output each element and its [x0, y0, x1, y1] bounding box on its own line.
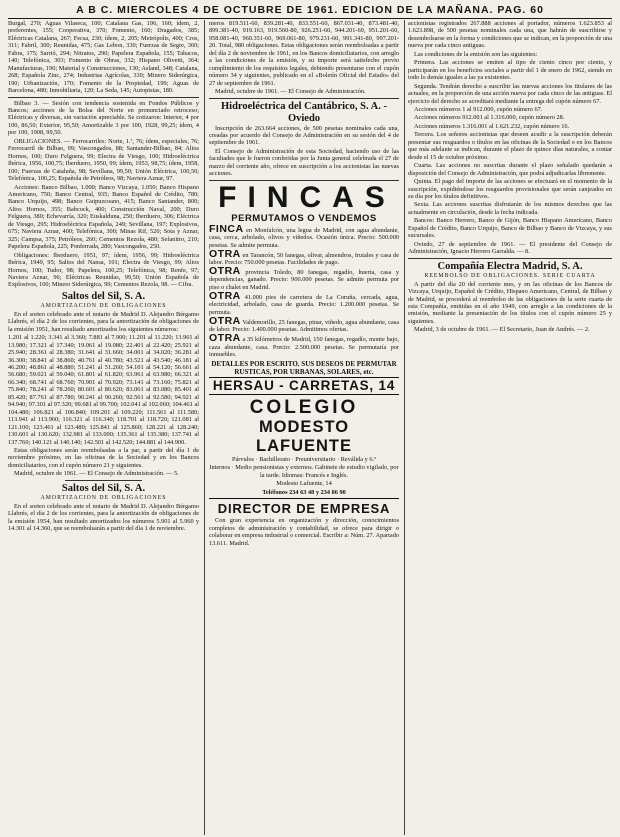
- column-1: [8, 20, 199, 835]
- bolsa-bilbao-text: Bilbao 3. — Sesión con tendencia sostenida en Fondos Públicos y Bancos; acciones de la Bolsa del Norte en pronunciado retroceso; Eléctricas y diversas, sin variación apreciable. Se cotizaron: Interior, 4 por 100, 86,50; Exterior, 95,50; Amortizable 3 por 100, 1928, 99,25; ídem, 4 por 100, 1908, 99,50.: [8, 99, 199, 137]
- electra-madrid-title: Compañía Electra Madrid, S. A.: [437, 260, 583, 272]
- acciones-cupon-16: Acciones números 1.316.001 al 1.621.232, cupón número 16.: [414, 122, 570, 130]
- saltos-sil-intro: En el sorteo celebrado ante el notario de Madrid D. Alejandro Bérgamo Llabrés, el día 2 de los corrientes, para la amortización de obligaciones de la emisión 1951, han resultado amortizados los siguientes números:: [8, 310, 199, 333]
- saltos-sil-subtitle-2: AMORTIZACION DE OBLIGACIONES: [40, 494, 167, 501]
- electra-madrid-signature: Madrid, 3 de octubre de 1961. — El Secretario, Juan de Andrés. — 2.: [414, 326, 590, 334]
- acciones-text: Acciones: Banco Bilbao, 1.000; Banco Vizcaya, 1.050; Banco Hispano Americano, 750; Banco Central, 935; Banco Español de Crédito, 780; Banco Urquijo, 498; Banco Guipuzcoano, 415; Banco Santander, 800; Altos Hornos, 355; Babcock, 400; Construcción Naval, 200; Duro Felguera, 380; Echevarría, 320; Euskalduna, 250; Iberduero, 306; Eléctrica de Viesgo, 295; Hidroeléctrica Española, 249; Sevillana, 197; Explosivos, 675; Naviera Aznar, 400; Telefónica, 300; Minas Rif, 520; Sota y Aznar, 325; Campsa, 375; Petróleos, 260; Cementos Rezola, 480; Sefanitro, 210; Papelera Española, 225; Ponferrada, 280; Vascongados, 250.: [8, 183, 199, 251]
- colegio-levels: Párvulos · Bachillerato · Preuniversitario · Reválida y 6.º: [231, 455, 377, 463]
- director-title: DIRECTOR DE EMPRESA: [209, 498, 399, 516]
- divider: [8, 97, 199, 98]
- condicion-quinta: Quinta. El pago del importe de las acciones se efectuará en el momento de la suscripción, expidiéndose los resguardos provisionales que serán canjeados en su día por los títulos definitivos.: [408, 178, 612, 200]
- fincas-subtitle: PERMUTAMOS O VENDEMOS: [231, 212, 377, 224]
- hidroelectrica-signature: Oviedo, 27 de septiembre de 1961. — El presidente del Consejo de Administración, Ignacio Herrero Garralda. — 8.: [408, 240, 612, 256]
- condicion-cuarta: Cuarta. Las acciones no suscritas durante el plazo señalado quedarán a disposición del Consejo de Administración, que podrá adjudicarlas libremente.: [408, 162, 612, 177]
- colegio-name: MODESTO LAFUENTE: [256, 417, 352, 455]
- saltos-sil-conditions: Estas obligaciones serán reembolsadas a la par, a partir del día 1 de noviembre próximo, en las oficinas de la Sociedad y en los Bancos domiciliatarios, con el cupón número 21 y siguientes.: [8, 447, 199, 469]
- amortization-numbers: meros 819.511-60, 839.281-40, 833.551-60, 867.031-40, 873.481-40, 899.381-40, 919.163, 919.560-80, 926.251-60, 944.201-60, 951.201-60, 958.081-40, 960.351-60, 969.061-80, 979.231-60, 991.341-80, 997.201-20. Total, 980 obligaciones. Estas obligaciones serán reembolsadas a partir del día 2 de noviembre de 1961, en los Bancos domiciliatarios, con arreglo a las condiciones de la emisión, y su importe será satisfecho previo cumplimiento de los requisitos legales, debiendo presentarse con el cupón número 34 y siguientes, publicado en el «Boletín Oficial del Estado» del 27 de septiembre de 1961.: [209, 20, 399, 87]
- saltos-sil-numbers: 1.201 al 1.220; 3.341 al 3.360; 7.881 al 7.900; 11.201 al 11.220; 13.961 al 13.980; 17.321 al 17.340; 19.061 al 19.080; 22.401 al 22.420; 25.921 al 25.940; 28.361 al 28.380; 31.641 al 31.660; 34.001 al 34.020; 36.281 al 36.300; 38.841 al 38.860; 40.761 al 40.780; 43.521 al 43.540; 46.181 al 46.200; 48.861 al 48.880; 51.241 al 51.260; 54.101 al 54.120; 56.661 al 56.680; 59.021 al 59.040; 61.801 al 61.820; 63.961 al 63.980; 66.321 al 66.340; 68.741 al 68.760; 70.901 al 70.920; 73.141 al 73.160; 75.821 al 75.840; 78.241 al 78.260; 80.601 al 80.620; 83.061 al 83.080; 85.401 al 85.420; 87.761 al 87.780; 90.241 al 90.260; 92.561 al 92.580; 94.921 al 94.940; 97.301 al 97.320; 99.681 al 99.700; 102.041 al 102.060; 104.461 al 104.480; 106.821 al 106.840; 109.201 al 109.220; 111.561 al 111.580; 113.941 al 113.960; 116.321 al 116.340; 118.701 al 118.720; 121.081 al 121.100; 123.461 al 123.480; 125.841 al 125.860; 128.221 al 128.240; 130.601 al 130.620; 132.981 al 133.000; 135.361 al 135.380; 137.741 al 137.760; 140.121 al 140.140; 142.501 al 142.520; 144.881 al 144.900.: [8, 334, 199, 446]
- hidroelectrica-title: Hidroeléctrica del Cantábrico, S. A. - Oviedo: [220, 100, 388, 124]
- finca-ad-key: OTRA: [209, 332, 241, 345]
- saltos-sil-subtitle: AMORTIZACION DE OBLIGACIONES: [40, 302, 167, 309]
- condicion-tercera: Tercera. Los señores accionistas que deseen acudir a la suscripción deberán presentar sus resguardos o títulos en las oficinas de la Sociedad o en los Bancos que más adelante se indican, durante el plazo de quince días naturales, a contar desde el 15 de octubre próximo.: [408, 131, 612, 161]
- divider: [408, 258, 612, 259]
- finca-ad-key: OTRA: [209, 314, 241, 327]
- finca-ad-text: a 35 kilómetros de Madrid, 150 fanegas, regadío, monte bajo, caza abundante, casa. Precio: 2.500.000 pesetas. Se permutaría por inmuebles.: [209, 336, 399, 358]
- finca-ad-text: en Tarancón, 50 fanegas, olivar, almendros, frutales y casa de labor. Precio: 750.000 pesetas. Facilidades de pago.: [209, 251, 399, 267]
- obligaciones-bilbao-text: Obligaciones: Iberduero, 1951, 97; ídem, 1956, 99; Hidroeléctrica Ibérica, 1949, 95; Saltos del Nansa, 101; Electra de Viesgo, 99; Altos Hornos, 100; Tudor, 98; Papelera, 100,25; Telefónica, 98; Renfe, 97; Naviera Aznar, 96; Eléctricas Reunidas, 99,50; Unión Española de Explosivos, 100; Minero Siderúrgica, 99; Cementos Rezola, 98. — Cifra.: [8, 251, 199, 289]
- finca-ad: [209, 289, 399, 316]
- divider: [209, 98, 399, 99]
- acciones-cupon-28: Acciones números 912.001 al 1.316.000, cupón número 28.: [414, 114, 565, 122]
- condicion-segunda: Segunda. Tendrán derecho a suscribir las nuevas acciones los titulares de las actuales, en la proporción de una acción nueva por cada cinco de las antiguas. El ejercicio del derecho se acreditará mediante la entrega del cupón número 67.: [408, 82, 612, 105]
- saltos-sil-signature: Madrid, octubre de 1961. — El Consejo de Administración. — 5.: [14, 470, 179, 478]
- condicion-sexta: Sexta. Las acciones suscritas disfrutarán de los mismos derechos que las actualmente en circulación, desde la fecha indicada.: [408, 201, 612, 216]
- condicion-primera: Primera. Las acciones se emiten al tipo de ciento cinco por ciento, y participarán en los beneficios sociales a partir del 1 de enero de 1962, siendo en todo lo demás iguales a las ya existentes.: [408, 59, 612, 82]
- finca-ad-text: 41.000 pies de carretera de La Coruña, cercada, agua, electricidad, arbolado, casa de guarda. Precio: 1.200.000 pesetas. Se permuta.: [209, 293, 399, 316]
- acciones-cupon-67: Acciones números 1 al 912.000, cupón número 67.: [414, 105, 543, 113]
- finca-ad: [209, 264, 399, 291]
- saltos-sil-title-2: Saltos del Sil, S. A.: [61, 482, 146, 494]
- page-header: A B C. MIERCOLES 4 DE OCTUBRE DE 1961. EDICION DE LA MAÑANA. PAG. 60: [8, 4, 612, 19]
- finca-ad-key: OTRA: [209, 289, 241, 302]
- finca-ad-text: en Monfalcón, una legua de Madrid, con agua abundante, casa, cerca, arbolado, olivos y viñedos. Ocasión única. Precio: 500.000 pesetas. Se admite permuta.: [209, 226, 399, 249]
- bancos-list: Bancos: Banco Herrero, Banco de Gijón, Banco Hispano Americano, Banco Español de Crédito, Banco Urquijo, Banco de Bilbao y Banco de Vizcaya, y sus sucursales.: [408, 217, 612, 240]
- saltos-sil-intro-2: En el sorteo celebrado ante el notario de Madrid D. Alejandro Bérgamo Llabrés, el día 2 de los corrientes, para la amortización de obligaciones de la emisión 1954, han resultado amortizados los números 5.901 al 5.960 y 14.301 al 14.360, que se reembolsarán a partir del día 1 de noviembre.: [8, 502, 199, 533]
- finca-ad: [209, 332, 399, 358]
- column-rule-1: [204, 20, 205, 835]
- finca-ad-key: OTRA: [209, 264, 241, 277]
- council-signature: Madrid, octubre de 1961. — El Consejo de Administración.: [215, 88, 366, 96]
- electra-madrid-body: A partir del día 20 del corriente mes, y en las oficinas de los Bancos de Vizcaya, Urquijo, Español de Crédito, Hispano Americano, Central, de Bilbao y de Madrid, se procederá al reembolso de las obligaciones de la serie cuarta de esta Compañía, emitidas en el año 1949, con arreglo a las condiciones de la emisión, mediante la presentación de los títulos con el cupón número 25 y siguientes.: [408, 280, 612, 325]
- finca-ad-text: Valdemorillo, 25 fanegas, pinar, viñedo, agua abundante, casa de labor. Precio: 1.400.000 pesetas. Admitimos ofertas.: [209, 318, 399, 334]
- colegio-title: COLEGIO: [249, 396, 359, 418]
- column-rule-2: [404, 20, 405, 835]
- bolsa-barcelona-text: Burgal, 270; Aguas Vilaseca, 100; Catalana Gas, 196, 160; ídem, 2, preferentes, 155; Cooperativa, 370; Fomento, 160; Dragados, 385; Eléctricas Catalana, 267; Fecsa, 230; ídem, 2, 205; Metrópolis, 400; Cros, 311; Fabril, 300; Reunidas, 475; Gas Lebon, 330; Fuerzas de Segre, 360; Fabra, 175; Sarrió, 294; Nitratos, 290; Papelera Española, 155; Tabacos, 140; Telefónica, 303; Fomento de Obras, 332; Hispano Olivetti, 364; Manufacturas, 190; Material y Construcciones, 130; Asland, 348; Catalana, 268; Española Zinc, 274; Industrias Agrícolas, 330; Minero Siderúrgica, 190; Urbanización, 170; Fomento de la Propiedad, 199; Aguas de Barcelona, 480; Inmobiliaria, 120; La Seda, 145; Autopistas, 180.: [8, 20, 199, 95]
- finca-ad-key: OTRA: [209, 247, 241, 260]
- electra-madrid-subtitle: REEMBOLSO DE OBLIGACIONES. SERIE CUARTA: [424, 272, 596, 279]
- column-3: [408, 20, 612, 835]
- finca-ad-text: provincia Toledo, 80 fanegas, regadío, huerta, casa y dependencias, ganado. Precio: 900.000 pesetas. Se admite permuta por piso o chalet en Madrid.: [209, 268, 399, 291]
- saltos-sil-title: Saltos del Sil, S. A.: [61, 290, 146, 302]
- fincas-headline: FINCAS: [218, 180, 396, 214]
- suscripcion-intro: accionistas registrados 267.888 acciones al portador, números 1.623.853 al 1.623.898, de 500 pesetas nominales cada una, que habrán de suscribirse y desembolsarse en la forma y condiciones que se indican, en la proporción de una nueva por cada cinco antiguas.: [408, 20, 612, 50]
- finca-ad: [209, 222, 399, 249]
- colegio-phone: Teléfonos 234 63 48 y 234 86 90: [262, 488, 346, 496]
- colegio-info: Internos · Medio pensionistas y externos. Gabinete de estudio vigilado, por la tarde. Idiomas: Francés e Inglés.: [209, 464, 399, 479]
- hersau-address: HERSAU - CARRETAS, 14: [209, 377, 399, 395]
- hidroelectrica-body: El Consejo de Administración de esta Sociedad, haciendo uso de las facultades que le fueron conferidas por la Junta general celebrada el 27 de marzo del corriente año, ofrece en suscripción a los accionistas las nuevas acciones.: [209, 147, 399, 178]
- director-body: Con gran experiencia en organización y dirección, conocimientos completos de administración y contabilidad, se ofrece para dirigir o colaborar en empresa industrial o comercial. Escribir a: Núm. 27. Apartado 13.611. Madrid.: [209, 517, 399, 547]
- condiciones-heading: Las condiciones de la emisión son las siguientes:: [414, 50, 538, 58]
- obligaciones-text: OBLIGACIONES. — Ferrocarriles: Norte, 1.ª, 76; ídem, especiales, 76; Ferrocarril de Bilbao, 99; Vascongados, 88; Santander-Bilbao, 84; Altos Hornos, 100; Duro Felguera, 99; Electra de Viesgo, 100; Hidroeléctrica Ibérica, 1956, 100,75; Iberduero, 1950, 99; ídem, 1953, 98,75; ídem, 1958, 100; Fuerzas de Cataluña, 98; Sevillana, 99,50; Unión Eléctrica, 100,50; Telefónica, 100,25; Española de Petróleos, 98; Naviera Aznar, 97.: [8, 137, 199, 183]
- hidroelectrica-intro: Inscripción de 263.664 acciones, de 500 pesetas nominales cada una, creadas por acuerdo del Consejo de Administración en su sesión del 4 de septiembre de 1961.: [209, 124, 399, 147]
- finca-ad-key: FINCA: [209, 222, 244, 235]
- fincas-contact-line: DETALLES POR ESCRITO. SUS DESEOS DE PERMUTAR RUSTICAS, POR URBANAS, SOLARES, etc.: [211, 359, 397, 376]
- column-2: [209, 20, 399, 835]
- divider: [65, 480, 141, 481]
- colegio-address: Modesto Lafuente, 14: [276, 480, 332, 488]
